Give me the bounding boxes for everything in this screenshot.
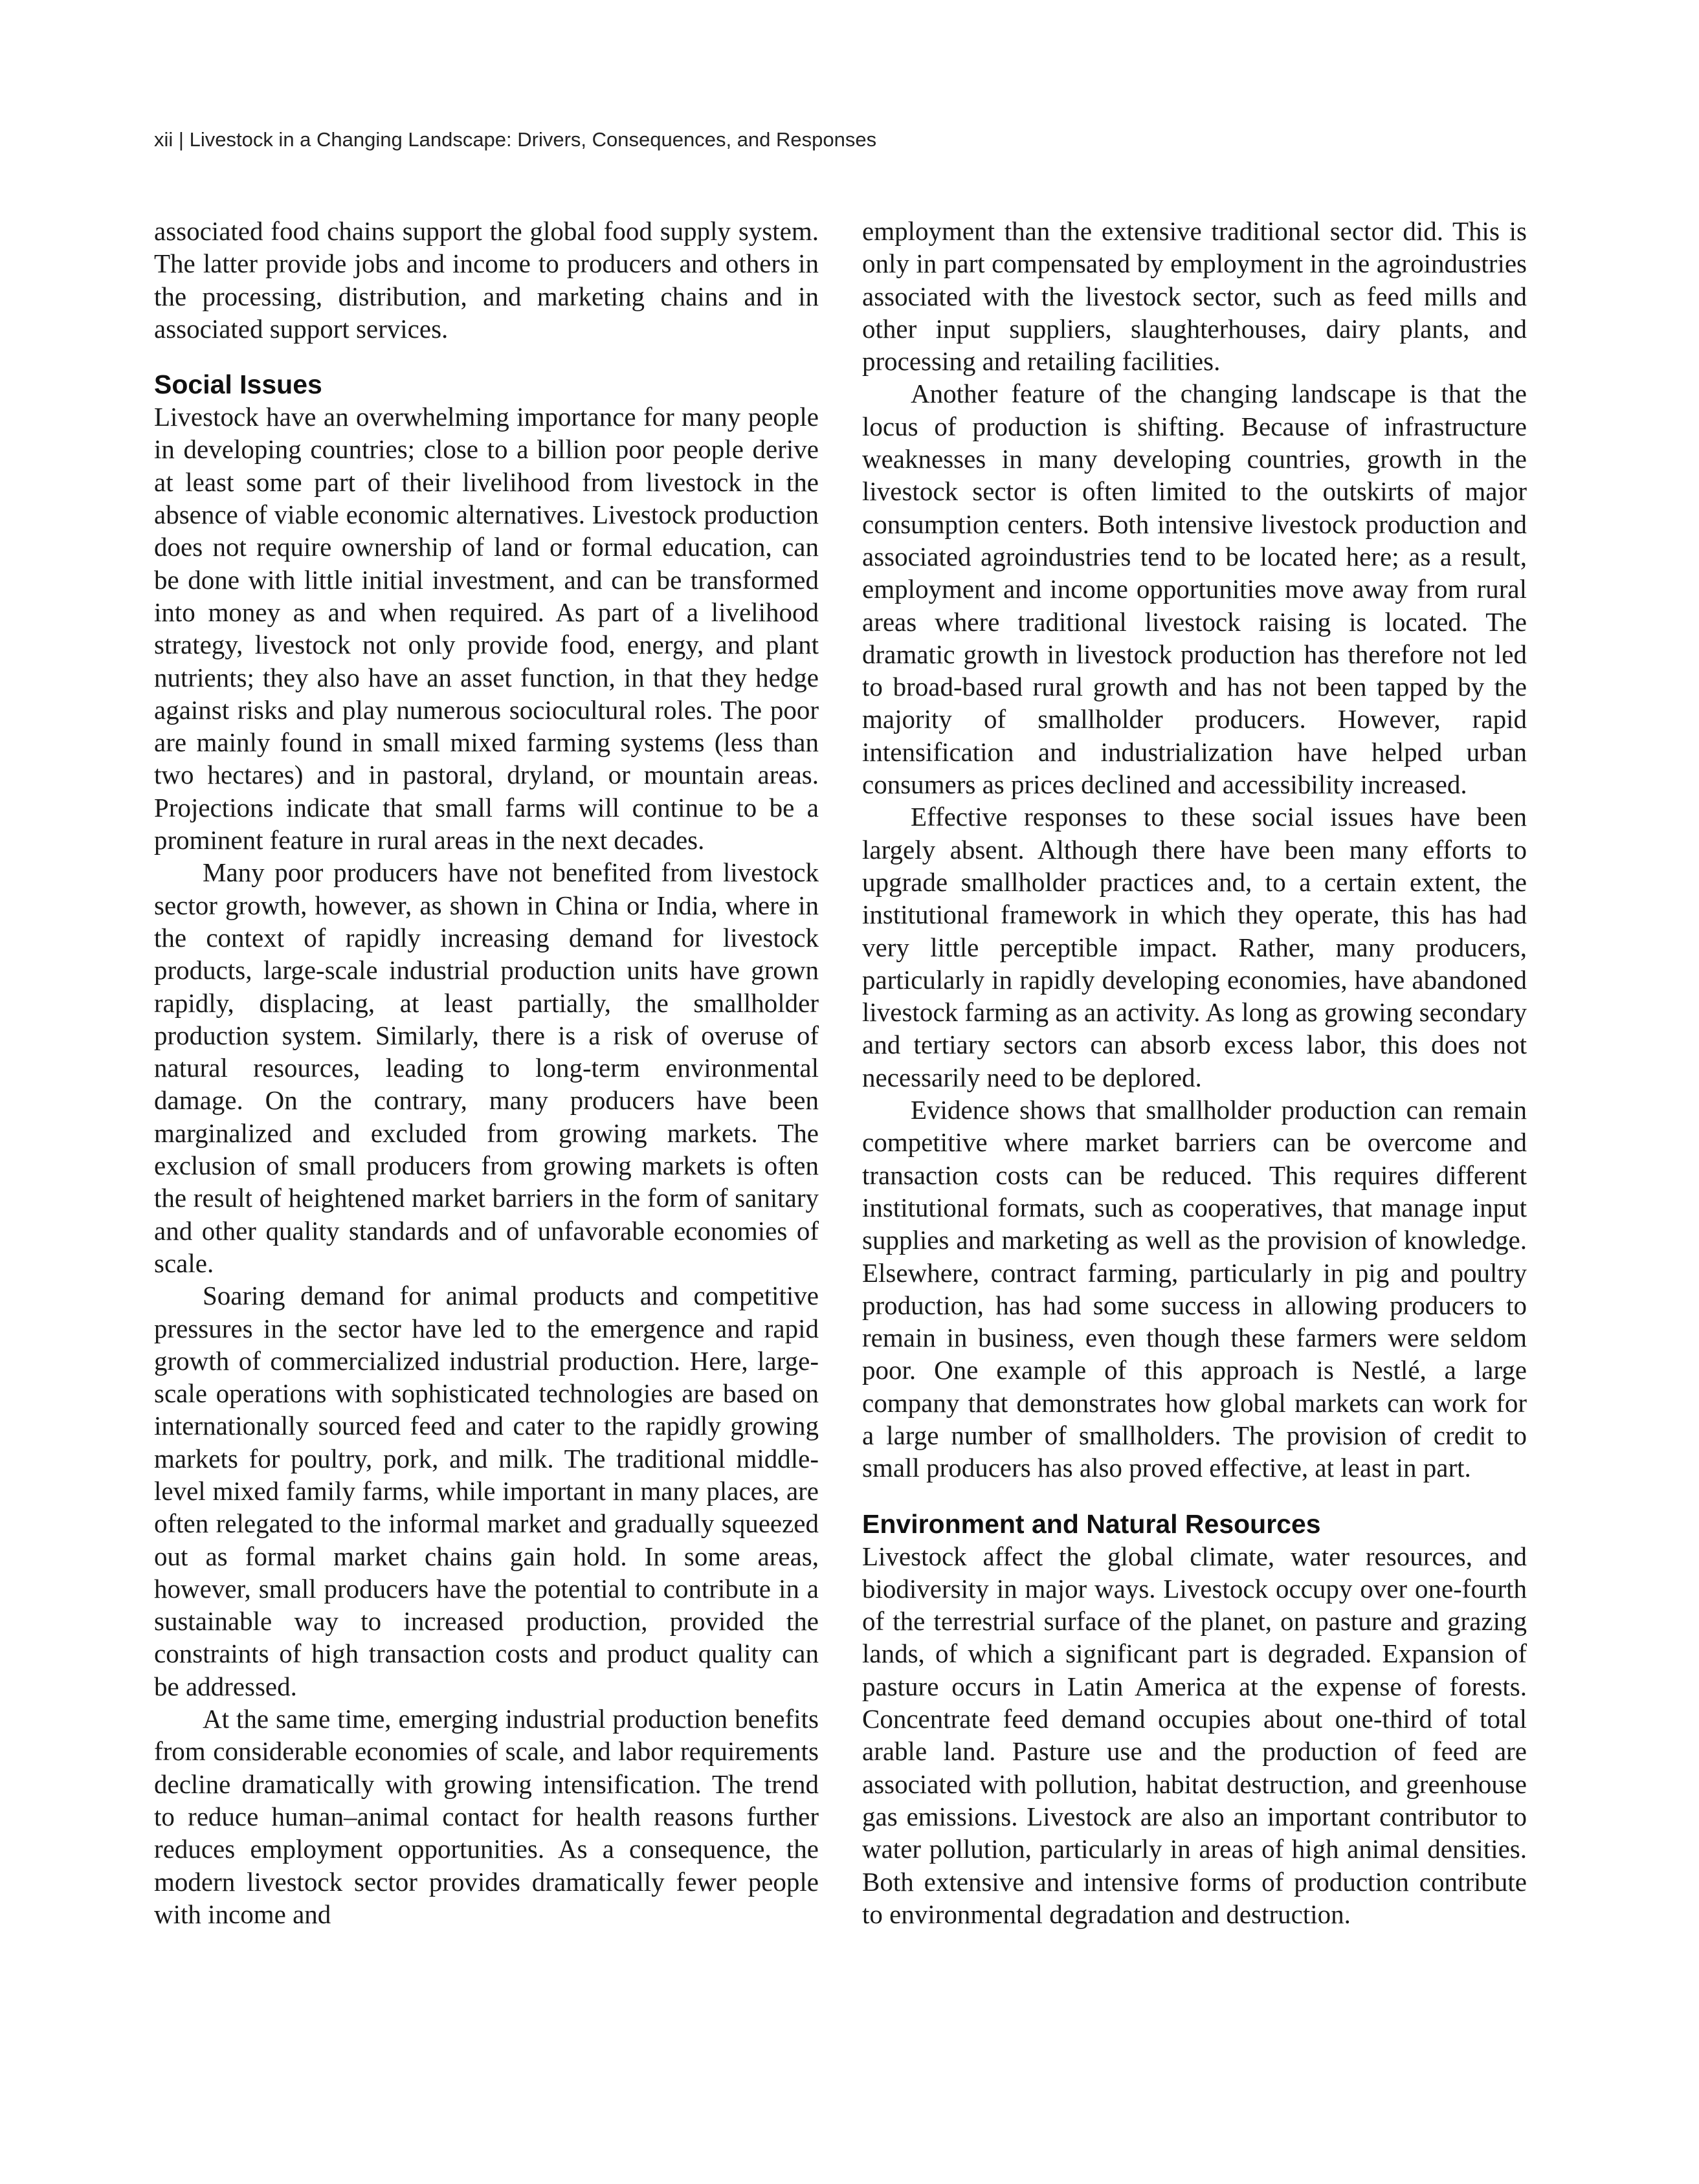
paragraph: Evidence shows that smallholder production can remain competitive where market barriers can be overcome and transaction costs can be reduced. This requires different institutional formats, such as cooperatives, that manage input supplies and marketing as well as the provision of knowledge. Elsewhere, contract farming, particularly in pig and poultry production, has had some success in allowing producers to remain in business, even though these farmers were seldom poor. One example of this approach is Nestlé, a large company that demonstrates how global markets can work for a large number of smallholders. The provision of credit to small producers has also proved effective, at least in part. — [862, 1095, 1527, 1483]
paragraph: Soaring demand for animal products and competitive pressures in the sector have led to the emergence and rapid growth of commercialized industrial production. Here, large-scale operations with sophisticated technologies are based on internationally sourced feed and cater to the rapidly growing markets for poultry, pork, and milk. The traditional middle-level mixed family farms, while important in many places, are often relegated to the informal market and gradually squeezed out as formal market chains gain hold. In some areas, however, small producers have the potential to contribute in a sustainable way to increased production, provided the constraints of high transaction costs and product quality can be addressed. — [154, 1281, 819, 1701]
page-number: xii — [154, 128, 173, 151]
paragraph-continued-right: employment than the extensive traditional sector did. This is only in part compensated by employment in the agroindustries associated with the livestock sector, such as feed mills and other input suppliers, slaughterhouses, dairy plants, and processing and retailing facilities. — [862, 216, 1527, 377]
paragraph: Effective responses to these social issues have been largely absent. Although there have been many efforts to upgrade smallholder practices and, to a certain extent, the institutional framework in which they operate, this has had very little perceptible impact. Rather, many producers, particularly in rapidly developing economies, have abandoned livestock farming as an activity. As long as growing secondary and tertiary sectors can absorb excess labor, this does not necessarily need to be deplored. — [862, 802, 1527, 1092]
paragraph: Livestock have an overwhelming importance for many people in developing countries; close to a billion poor people derive at least some part of their livelihood from livestock in the absence of viable economic alternatives. Livestock production does not require ownership of land or formal education, can be done with little initial investment, and can be transformed into money as and when required. As part of a livelihood strategy, livestock not only provide food, energy, and plant nutrients; they also have an asset function, in that they hedge against risks and play numerous sociocultural roles. The poor are mainly found in small mixed farming systems (less than two hectares) and in pastoral, dryland, or mountain areas. Projections indicate that small farms will continue to be a prominent feature in rural areas in the next decades. — [154, 402, 819, 855]
section-heading-environment: Environment and Natural Resources — [862, 1508, 1321, 1539]
running-head — [154, 128, 876, 151]
paragraph: Many poor producers have not benefited from livestock sector growth, however, as shown in China or India, where in the context of rapidly increasing demand for livestock products, large-scale industrial production units have grown rapidly, displacing, at least partially, the smallholder production system. Similarly, there is a risk of overuse of natural resources, leading to long-term environmental damage. On the contrary, many producers have been marginalized and excluded from growing markets. The exclusion of small producers from growing markets is often the result of heightened market barriers in the form of sanitary and other quality standards and of unfavorable economies of scale. — [154, 857, 819, 1278]
paragraph: Livestock affect the global climate, water resources, and biodiversity in major ways. Livestock occupy over one-fourth of the terrestrial surface of the planet, on pasture and grazing lands, of which a significant part is degraded. Expansion of pasture occurs in Latin America at the expense of forests. Concentrate feed demand occupies about one-third of total arable land. Pasture use and the production of feed are associated with pollution, habitat destruction, and greenhouse gas emissions. Livestock are also an important contributor to water pollution, particularly in areas of high animal densities. Both extensive and intensive forms of production contribute to environmental degradation and destruction. — [862, 1541, 1527, 1929]
book-title: Livestock in a Changing Landscape: Drivers, Consequences, and Responses — [189, 128, 877, 151]
left-column — [154, 215, 819, 1930]
running-head-separator: | — [178, 128, 184, 151]
paragraph-continued-left: associated food chains support the global food supply system. The latter provide jobs and income to producers and others in the processing, distribution, and marketing chains and in associated support services. — [154, 216, 819, 344]
paragraph: Another feature of the changing landscape is that the locus of production is shifting. Because of infrastructure weaknesses in many developing countries, growth in the livestock sector is often limited to the outskirts of major consumption centers. Both intensive livestock production and associated agroindustries tend to be located here; as a result, employment and income opportunities move away from rural areas where traditional livestock raising is located. The dramatic growth in livestock production has therefore not led to broad-based rural growth and has not been tapped by the majority of smallholder producers. However, rapid intensification and industrialization have helped urban consumers as prices declined and accessibility increased. — [862, 379, 1527, 800]
paragraph: At the same time, emerging industrial production benefits from considerable economies of scale, and labor requirements decline dramatically with growing intensification. The trend to reduce human–animal contact for health reasons further reduces employment opportunities. As a consequence, the modern livestock sector provides dramatically fewer people with income and — [154, 1704, 819, 1929]
right-column — [862, 215, 1527, 1930]
section-heading-social-issues: Social Issues — [154, 370, 322, 400]
